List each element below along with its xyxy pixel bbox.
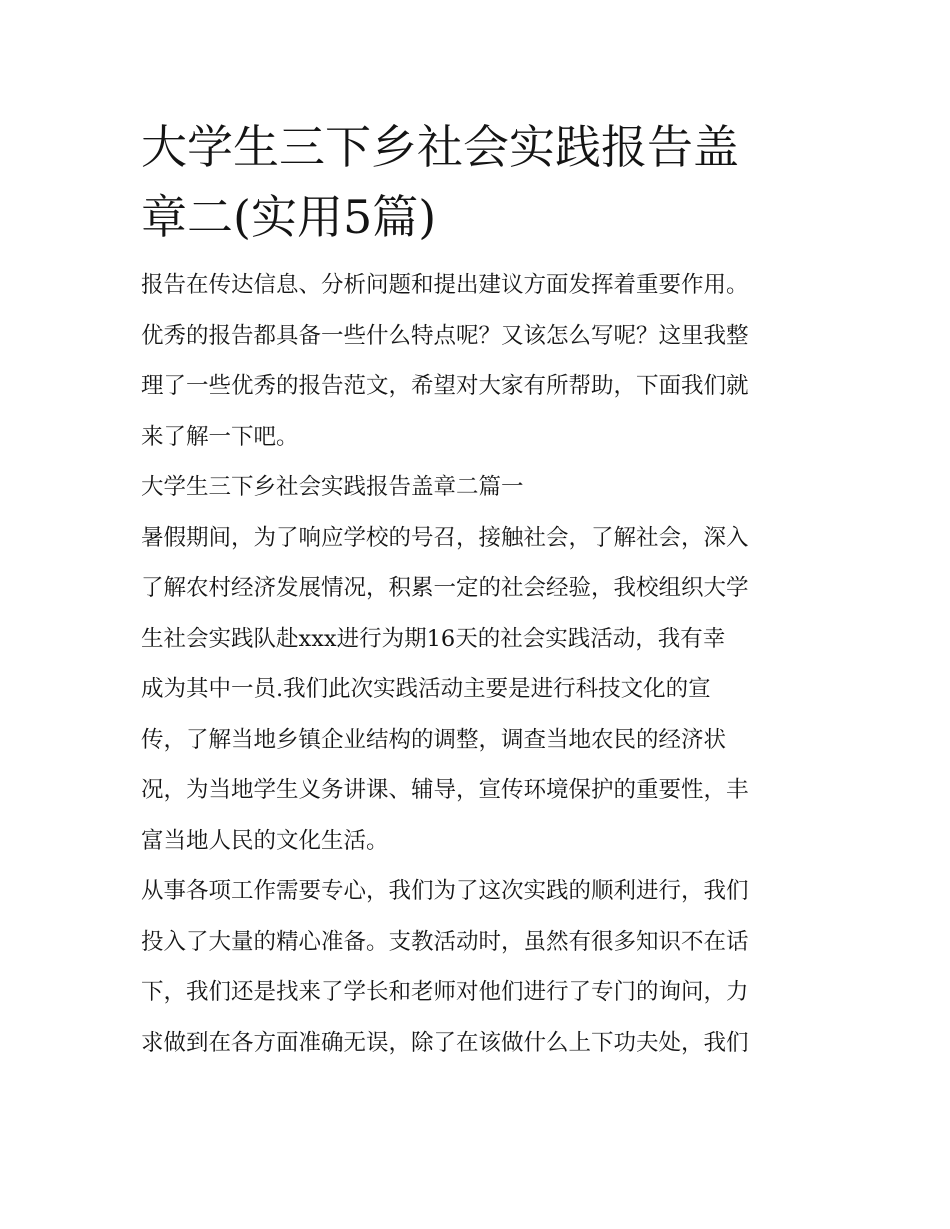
text-line: 成为其中一员.我们此次实践活动主要是进行科技文化的宣 [141,676,711,702]
document-title [141,112,813,252]
text-line: 投入了大量的精心准备。支教活动时，虽然有很多知识不在话 [141,928,749,955]
body-paragraph [141,866,813,1068]
document-page [141,112,813,1068]
text-line: 富当地人民的文化生活。 [141,827,389,854]
title-line: 章二(实用5篇) [141,190,437,244]
title-line: 大学生三下乡社会实践报告盖 [141,120,739,174]
intro-paragraph [141,260,813,462]
text-line: 传，了解当地乡镇企业结构的调整，调查当地农民的经济状 [141,726,727,753]
text-line: 暑假期间，为了响应学校的号召，接触社会，了解社会，深入 [141,524,749,551]
section-heading [141,462,813,513]
text-line: 从事各项工作需要专心，我们为了这次实践的顺利进行，我们 [141,878,749,904]
text-line: 况，为当地学生义务讲课、辅导，宣传环境保护的重要性，丰 [141,777,749,803]
text-line: 报告在传达信息、分析问题和提出建议方面发挥着重要作用。 [141,272,749,298]
text-line: 优秀的报告都具备一些什么特点呢？又该怎么写呢？这里我整 [141,322,749,349]
text-line: 来了解一下吧。 [141,423,299,450]
body-paragraph [141,513,813,867]
text-line: 理了一些优秀的报告范文，希望对大家有所帮助，下面我们就 [141,373,749,399]
text-line: 下，我们还是找来了学长和老师对他们进行了专门的询问，力 [141,979,749,1005]
text-line: 了解农村经济发展情况，积累一定的社会经验，我校组织大学 [141,575,749,601]
text-line: 大学生三下乡社会实践报告盖章二篇一 [141,474,524,500]
text-line: 求做到在各方面准确无误，除了在该做什么上下功夫处，我们 [141,1029,749,1056]
text-line: 生社会实践队赴xxx进行为期16天的社会实践活动，我有幸 [141,625,726,652]
